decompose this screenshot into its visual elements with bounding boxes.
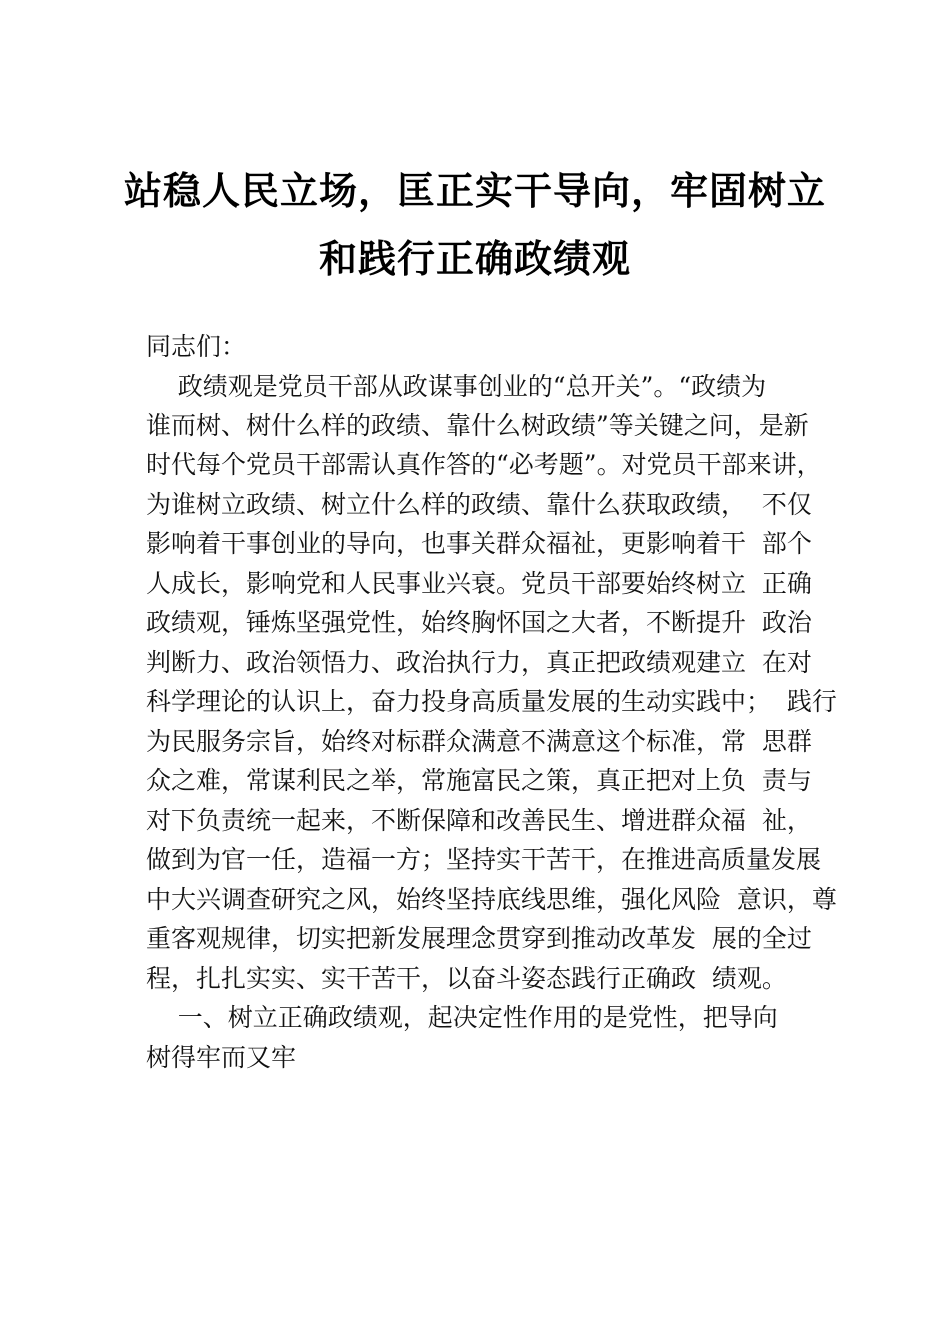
body-line: 做到为官一任，造福一方；坚持实干苦干，在推进高质量发展: [146, 845, 822, 874]
body-line: 科学理论的认识上，奋力投身高质量发展的生动实践中； 践行: [146, 687, 837, 716]
body-line: 判断力、政治领悟力、政治执行力，真正把政绩观建立 在对: [146, 648, 812, 677]
body-line: 重客观规律，切实把新发展理念贯穿到推动改革发 展的全过: [146, 924, 812, 953]
body-line: 人成长，影响党和人民事业兴衰。党员干部要始终树立 正确: [146, 569, 812, 598]
document-title-line-1: 站稳人民立场，匡正实干导向，牢固树立: [123, 168, 826, 213]
body-line: 政绩观是党员干部从政谋事创业的“总开关”。“政绩为: [146, 372, 767, 401]
body-line: 谁而树、树什么样的政绩、靠什么树政绩”等关键之问，是新: [146, 411, 809, 440]
body-line: 影响着干事创业的导向，也事关群众福祉，更影响着干 部个: [146, 529, 812, 558]
body-line: 时代每个党员干部需认真作答的“必考题”。对党员干部来讲，: [146, 450, 822, 479]
body-line: 为民服务宗旨，始终对标群众满意不满意这个标准，常 思群: [146, 727, 812, 756]
body-line: 众之难，常谋利民之举，常施富民之策，真正把对上负 责与: [146, 766, 812, 795]
salutation: 同志们：: [146, 332, 247, 361]
body-line: 为谁树立政绩、树立什么样的政绩、靠什么获取政绩， 不仅: [146, 490, 812, 519]
body-line: 对下负责统一起来，不断保障和改善民生、增进群众福 祉，: [146, 806, 812, 835]
document-title-line-2: 和践行正确政绩观: [318, 236, 631, 281]
section-heading-1: 一、树立正确政绩观，起决定性作用的是党性，把导向: [146, 1003, 778, 1032]
section-heading-1-cont: 树得牢而又牢: [146, 1043, 297, 1072]
body-line: 程，扎扎实实、实干苦干，以奋斗姿态践行正确政 绩观。: [146, 964, 787, 993]
body-line: 政绩观，锤炼坚强党性，始终胸怀国之大者，不断提升 政治: [146, 608, 812, 637]
body-line: 中大兴调查研究之风，始终坚持底线思维，强化风险 意识，尊: [146, 885, 837, 914]
